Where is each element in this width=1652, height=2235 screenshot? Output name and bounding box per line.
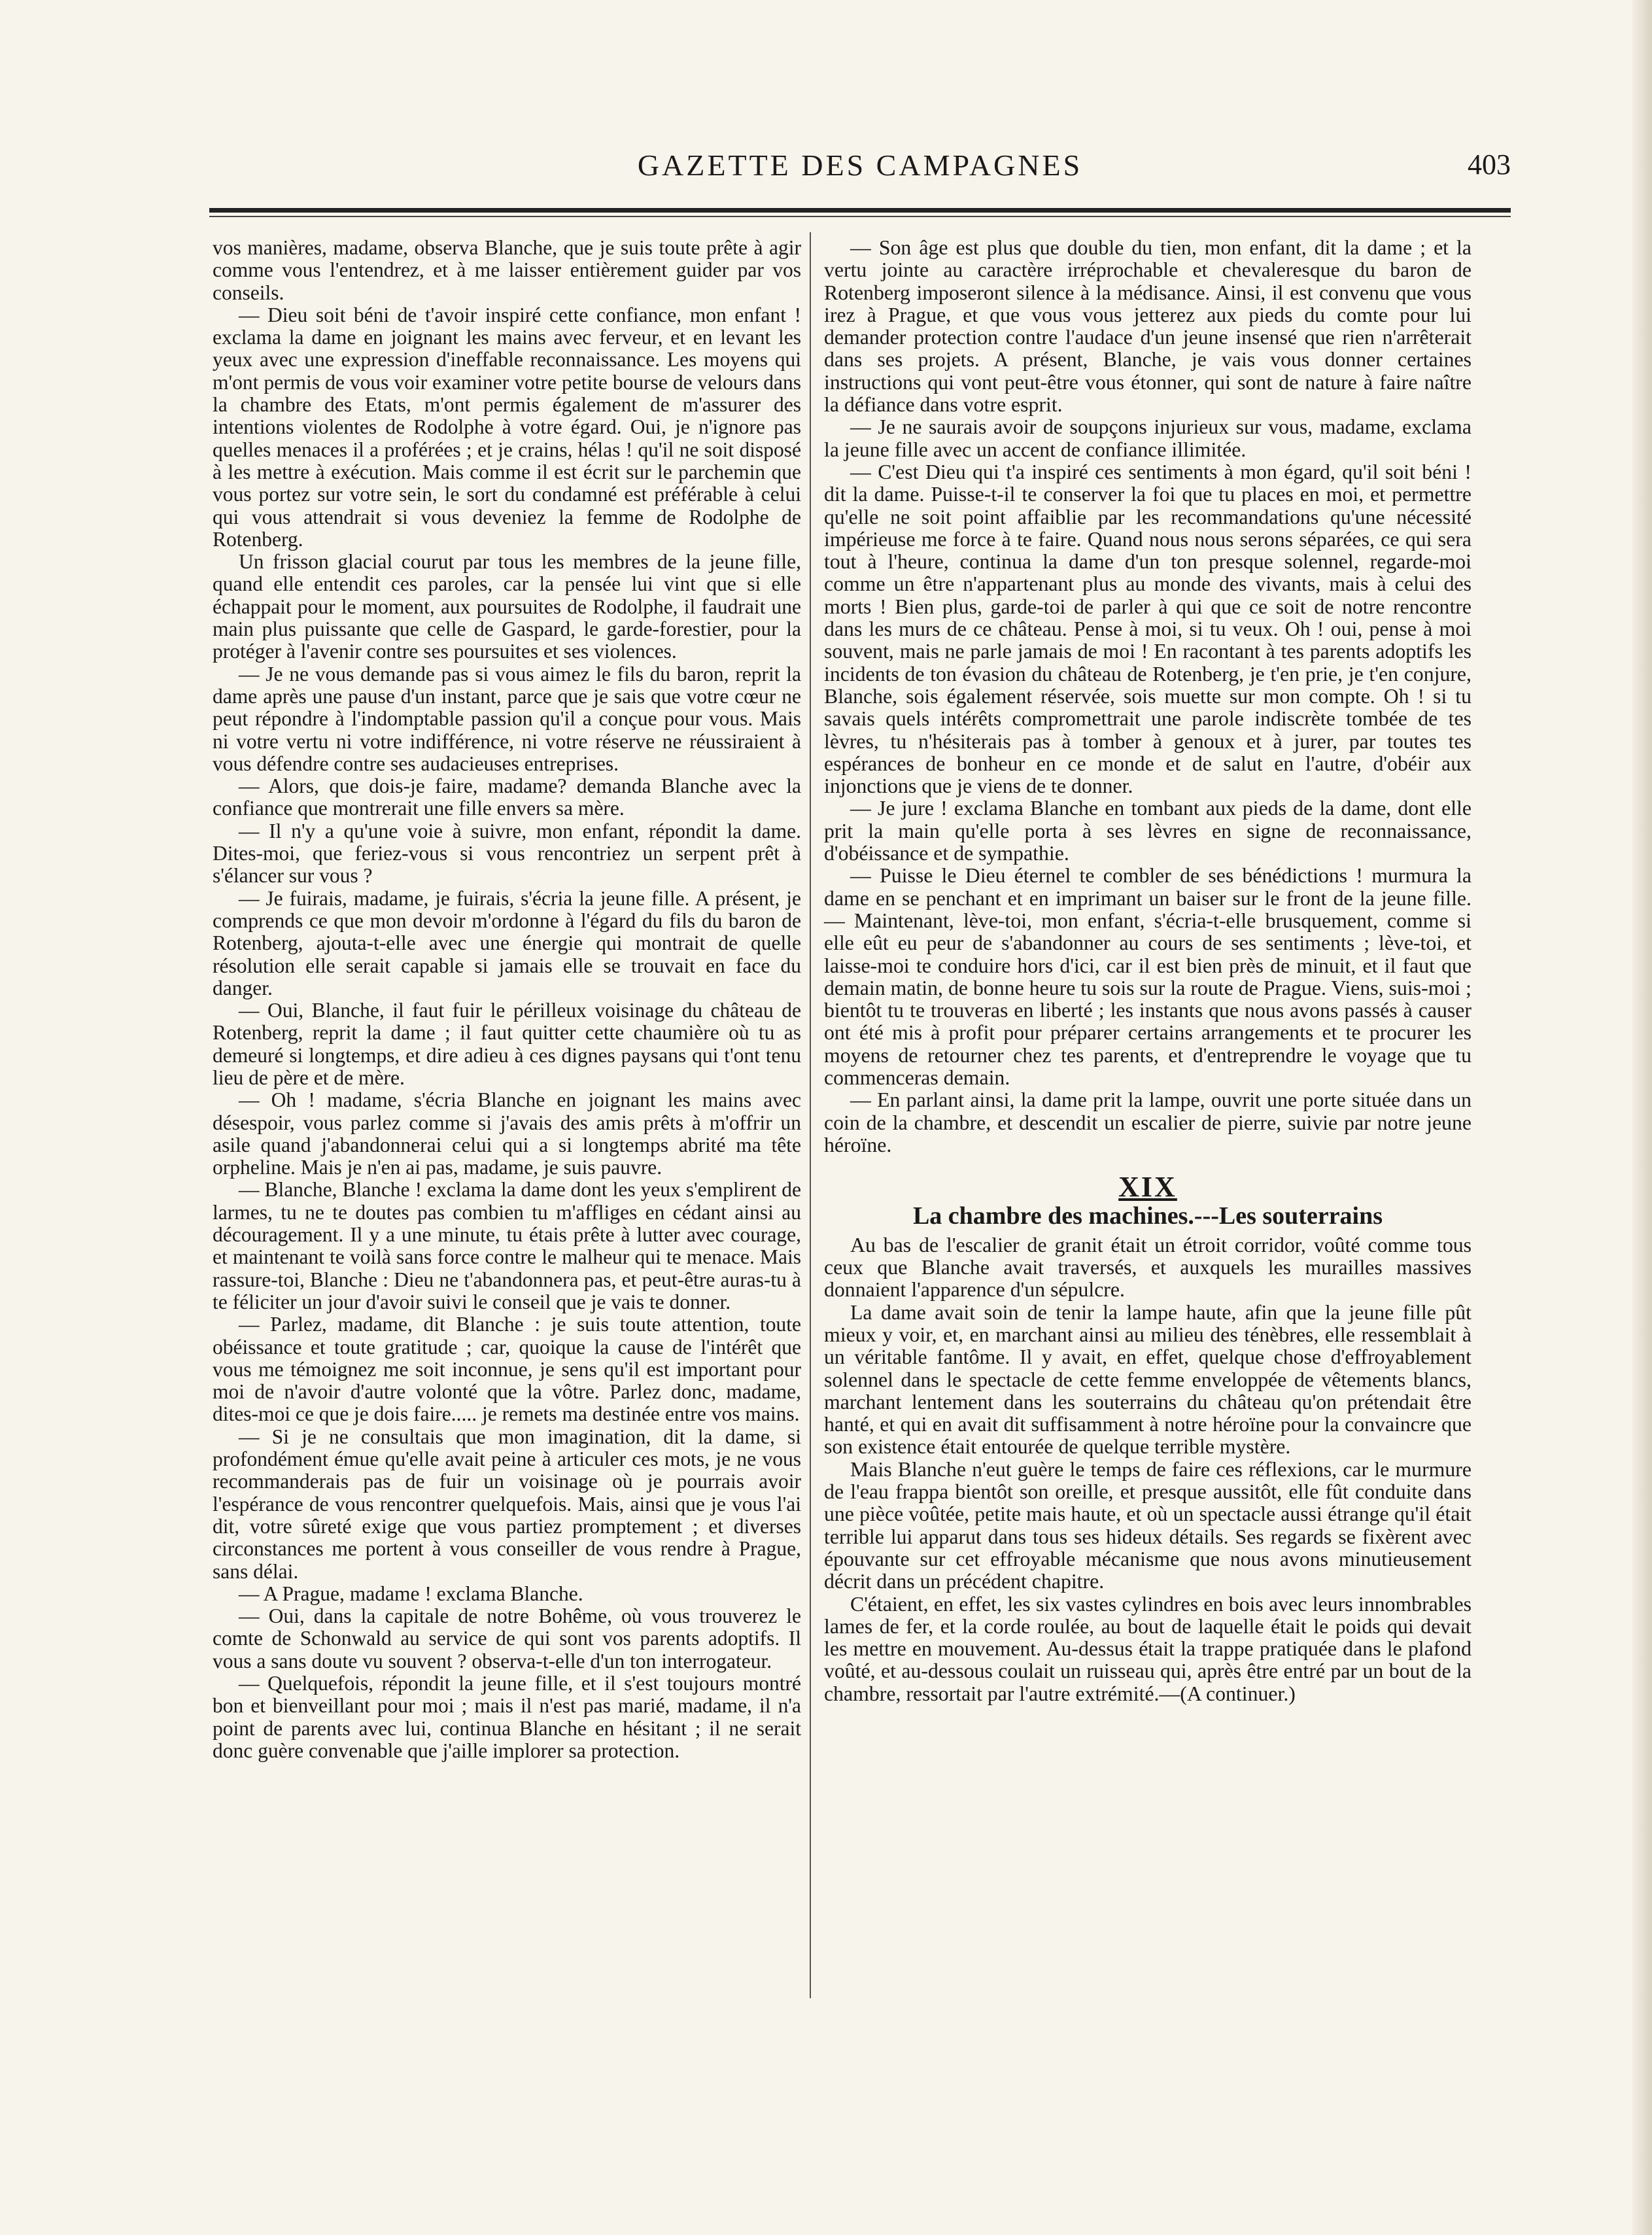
chapter-number: XIX xyxy=(1118,1171,1177,1204)
publication-title: GAZETTE DES CAMPAGNES xyxy=(637,148,1083,182)
paragraph: C'étaient, en effet, les six vastes cylindres en bois avec leurs innombrables lames de fer, et la corde roulée, au bout de laquelle était le poids qui devait les mettre en mouvement. Au-dessus était la trappe pratiquée dans le plafond voûté, et au-dessous coulait un ruisseau qui, après être entré par un bout de la chambre, ressortait par l'autre extrémité.—(A continuer.) xyxy=(824,1592,1471,1705)
chapter-title: La chambre des machines.---Les souterrains xyxy=(912,1202,1383,1230)
paragraph: La dame avait soin de tenir la lampe haute, afin que la jeune fille pût mieux y voir, et, en marchant ainsi au milieu des ténèbres, elle ressemblait à un véritable fantôme. Il y avait, en effet, quelque chose d'effroyablement solennel dans le spectacle de cette femme enveloppée de vêtements blancs, marchant lentement dans les souterrains du château qu'on prétendait être hanté, et qui en avait dit suffisamment à notre héroïne pour la convaincre que son existence était entourée de quelque terrible mystère. xyxy=(824,1300,1471,1459)
paragraph: Au bas de l'escalier de granit était un étroit corridor, voûté comme tous ceux que Blanche avait traversés, et auxquels les murailles massives donnaient l'apparence d'un sépulcre. xyxy=(824,1233,1471,1302)
paragraph: vos manières, madame, observa Blanche, que je suis toute prête à agir comme vous l'entendrez, et à me laisser entièrement guider par vos conseils. xyxy=(213,236,801,304)
right-column xyxy=(824,237,1471,1705)
left-column xyxy=(213,237,801,1762)
paragraph: — En parlant ainsi, la dame prit la lampe, ouvrit une porte située dans un coin de la chambre, et descendit un escalier de pierre, suivie par notre jeune héroïne. xyxy=(824,1088,1471,1156)
paragraph: — Blanche, Blanche ! exclama la dame dont les yeux s'emplirent de larmes, tu ne te doutes pas combien tu m'affliges en cédant ainsi au découragement. Il y a une minute, tu étais prête à lutter avec courage, et maintenant te voilà sans force contre le malheur qui te menace. Mais rassure-toi, Blanche : Dieu ne t'abandonnera pas, et peut-être auras-tu à te féliciter un jour d'avoir suivi le conseil que je vais te donner. xyxy=(213,1178,801,1313)
page-edge xyxy=(1632,0,1652,2235)
paragraph: — Je ne vous demande pas si vous aimez le fils du baron, reprit la dame après une pause d'un instant, parce que je sais que votre cœur ne peut répondre à l'indomptable passion qu'il a conçue pour vous. Mais ni votre vertu ni votre indifférence, ni votre réserve ne réussiraient à vous défendre contre ses audacieuses entreprises. xyxy=(213,662,801,775)
header-rule xyxy=(209,208,1511,213)
paragraph: — Oui, Blanche, il faut fuir le périlleux voisinage du château de Rotenberg, reprit la dame ; il faut quitter cette chaumière où tu as demeuré si longtemps, et dire adieu à ces dignes paysans qui t'ont tenu lieu de père et de mère. xyxy=(213,999,801,1089)
paragraph: — Dieu soit béni de t'avoir inspiré cette confiance, mon enfant ! exclama la dame en joignant les mains avec ferveur, et en levant les yeux avec une expression d'ineffable reconnaissance. Les moyens qui m'ont permis de vous voir examiner votre petite bourse de velours dans la chambre des Etats, m'ont permis également de m'assurer des intentions violentes de Rodolphe à votre égard. Oui, je n'ignore pas quelles menaces il a proférées ; et je crains, hélas ! qu'il ne soit disposé à les mettre à exécution. Mais comme il est écrit sur le parchemin que vous portez sur votre sein, le sort du condamné est préférable à celui qui vous attendrait si vous deveniez la femme de Rodolphe de Rotenberg. xyxy=(213,303,801,551)
paragraph: — C'est Dieu qui t'a inspiré ces sentiments à mon égard, qu'il soit béni ! dit la dame. Puisse-t-il te conserver la foi que tu places en moi, et permettre qu'elle ne soit point affaiblie par les recommandations qu'une nécessité impérieuse me force à te faire. Quand nous nous serons séparées, ce qui sera tout à l'heure, continua la dame d'un ton presque solennel, regarde-moi comme un être n'appartenant plus au monde des vivants, mais à celui des morts ! Bien plus, garde-toi de parler à qui que ce soit de notre rencontre dans les murs de ce château. Pense à moi, si tu veux. Oh ! oui, pense à moi souvent, mais ne parle jamais de moi ! En racontant à tes parents adoptifs les incidents de ton évasion du château de Rotenberg, je t'en prie, je t'en conjure, Blanche, sois également réservée, sois muette sur mon compte. Oh ! si tu savais quels intérêts compromettrait une parole indiscrète tombée de tes lèvres, tu n'hésiterais pas à tomber à genoux et à jurer, par toutes tes espérances de bonheur en ce monde et de salut en l'autre, d'obéir aux injonctions que je viens de te donner. xyxy=(824,460,1471,798)
header-rule-thin xyxy=(209,216,1511,217)
paragraph: — Je fuirais, madame, je fuirais, s'écria la jeune fille. A présent, je comprends ce que mon devoir m'ordonne à l'égard du fils du baron de Rotenberg, ajouta-t-elle avec une énergie qui montrait de quelle résolution elle serait capable si jamais elle se trouvait en face du danger. xyxy=(213,886,801,999)
paragraph: Mais Blanche n'eut guère le temps de faire ces réflexions, car le murmure de l'eau frappa bientôt son oreille, et presque aussitôt, elle fût conduite dans une pièce voûtée, petite mais haute, et où un spectacle aussi étrange qu'il était terrible lui apparut dans tous ses hideux détails. Ses regards se fixèrent avec épouvante sur cet effroyable mécanisme que nous avons minutieusement décrit dans un précédent chapitre. xyxy=(824,1457,1471,1593)
column-divider xyxy=(810,232,811,1998)
paragraph: — Son âge est plus que double du tien, mon enfant, dit la dame ; et la vertu jointe au caractère irréprochable et chevaleresque du baron de Rotenberg imposeront silence à la médisance. Ainsi, il est convenu que vous irez à Prague, et que vous vous jetterez aux pieds du comte pour lui demander protection contre l'audace d'un jeune insensé que rien n'arrêterait dans ses projets. A présent, Blanche, je vais vous donner certaines instructions qui vont peut-être vous étonner, qui sont de nature à faire naître la défiance dans votre esprit. xyxy=(824,236,1471,417)
paragraph: Un frisson glacial courut par tous les membres de la jeune fille, quand elle entendit ces paroles, car la pensée lui vint que si elle échappait pour le moment, aux poursuites de Rodolphe, il faudrait une main plus puissante que celle de Gaspard, le garde-forestier, pour la protéger à l'avenir contre ses poursuites et ses violences. xyxy=(213,550,801,663)
paragraph: — Je ne saurais avoir de soupçons injurieux sur vous, madame, exclama la jeune fille avec un accent de confiance illimitée. xyxy=(824,415,1471,461)
paragraph: — Quelquefois, répondit la jeune fille, et il s'est toujours montré bon et bienveillant pour moi ; mais il n'est pas marié, madame, il n'a point de parents avec lui, continua Blanche en hésitant ; il ne serait donc guère convenable que j'aille implorer sa protection. xyxy=(213,1672,801,1762)
paragraph: — Alors, que dois-je faire, madame? demanda Blanche avec la confiance que montrerait une fille envers sa mère. xyxy=(213,774,801,820)
paragraph: — Il n'y a qu'une voie à suivre, mon enfant, répondit la dame. Dites-moi, que feriez-vous si vous rencontriez un serpent prêt à s'élancer sur vous ? xyxy=(213,819,801,888)
paragraph: — Si je ne consultais que mon imagination, dit la dame, si profondément émue qu'elle avait peine à articuler ces mots, je ne vous recommanderais pas de fuir un voisinage où je pourrais avoir l'espérance de vous rencontrer quelquefois. Mais, ainsi que je vous l'ai dit, votre sûreté exige que vous partiez promptement ; et diverses circonstances me portent à vous conseiller de vous rendre à Prague, sans délai. xyxy=(213,1425,801,1583)
paragraph: — Puisse le Dieu éternel te combler de ses bénédictions ! murmura la dame en se penchant et en imprimant un baiser sur le front de la jeune fille. — Maintenant, lève-toi, mon enfant, s'écria-t-elle brusquement, comme si elle eût eu peur de s'abandonner au cours de ses sentiments ; lève-toi, et laisse-moi te conduire hors d'ici, car il est bien près de minuit, et il faut que demain matin, de bonne heure tu sois sur la route de Prague. Viens, suis-moi ; bientôt tu te trouveras en liberté ; les instants que nous avons passés à causer ont été mis à profit pour préparer certains arrangements et te procurer les moyens de retourner chez tes parents, et d'entreprendre le voyage que tu commenceras demain. xyxy=(824,864,1471,1089)
paragraph: — Oh ! madame, s'écria Blanche en joignant les mains avec désespoir, vous parlez comme si j'avais des amis prêts à m'offrir un asile quand j'abandonnerai celui qui a si longtemps abrité ma tête orpheline. Mais je n'en ai pas, madame, je suis pauvre. xyxy=(213,1088,801,1179)
paragraph: — A Prague, madame ! exclama Blanche. xyxy=(239,1582,583,1605)
paragraph: — Oui, dans la capitale de notre Bohême, où vous trouverez le comte de Schonwald au service de qui sont vos parents adoptifs. Il vous a sans doute vu souvent ? observa-t-elle d'un ton interrogateur. xyxy=(213,1604,801,1672)
paragraph: — Je jure ! exclama Blanche en tombant aux pieds de la dame, dont elle prit la main qu'elle porta à ses lèvres en signe de reconnaissance, d'obéissance et de sympathie. xyxy=(824,797,1471,865)
page-number: 403 xyxy=(1468,148,1511,181)
page-header xyxy=(209,143,1511,188)
paragraph: — Parlez, madame, dit Blanche : je suis toute attention, toute obéissance et toute gratitude ; car, quoique la cause de l'intérêt que vous me témoignez me soit inconnue, je sens qu'il est important pour moi de n'avoir d'autre volonté que la vôtre. Parlez donc, madame, dites-moi ce que je dois faire..... je remets ma destinée entre vos mains. xyxy=(213,1313,801,1426)
